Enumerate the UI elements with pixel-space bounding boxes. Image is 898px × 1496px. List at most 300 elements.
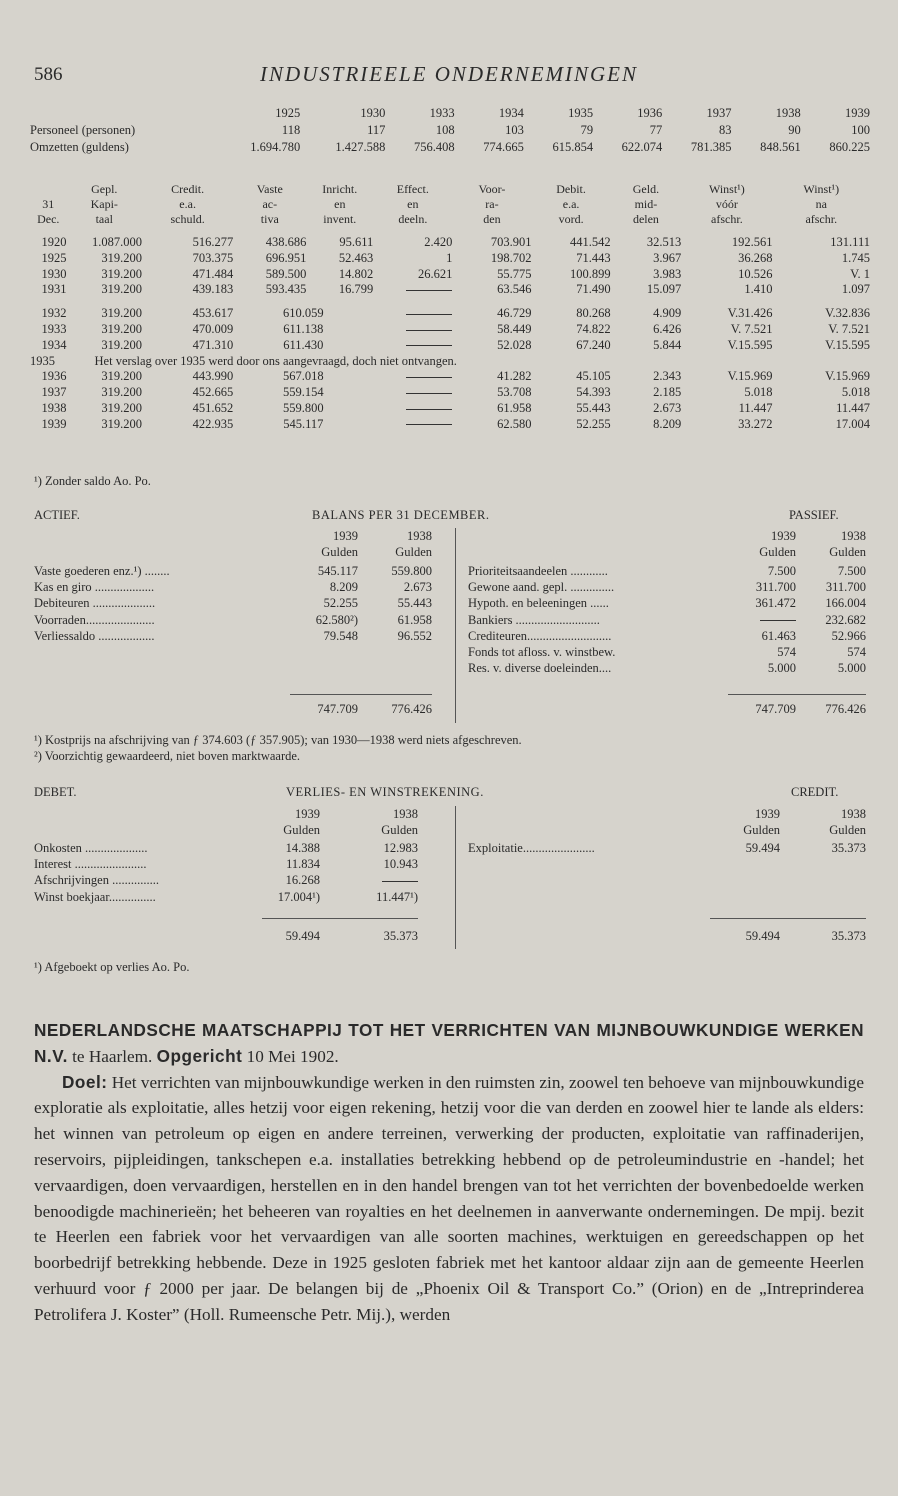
table-row [30,306,870,322]
table-cell: V.32.836 [825,306,870,321]
table-cell: 422.935 [192,416,234,431]
year-header: 1933 [429,106,455,120]
balance-left-title: ACTIEF. [34,508,80,522]
ledger-label: Voorraden...................... [34,612,155,627]
table-cell: 2.343 [653,369,682,384]
results-header-cell: vóór [715,197,738,211]
year-header: 1938 [393,807,418,821]
ledger-row [34,563,432,579]
table-cell: V.15.595 [727,337,773,352]
table-row [30,385,870,401]
table-cell: 33.272 [738,416,773,431]
results-footnote: ¹) Zonder saldo Ao. Po. [34,474,151,488]
table-cell: 451.652 [192,400,234,415]
table-cell [373,385,452,401]
dash-mark [760,620,796,621]
table-cell: 1937 [41,385,67,400]
table-cell: V.15.969 [727,369,773,384]
year-header: 1939 [333,529,358,543]
table-cell: 2.185 [653,385,682,400]
unit-header: Gulden [283,823,320,838]
pnl-credit-total-1939: 59.494 [745,929,780,943]
ledger-row [34,595,432,611]
table-cell: 5.844 [653,337,682,352]
stats-year-row [30,105,870,122]
results-header-cell: deeln. [398,212,428,226]
ledger-value-1939: 361.472 [755,596,796,611]
ledger-value-1938: 55.443 [397,596,432,611]
table-cell: 441.542 [570,235,611,249]
company-name: NEDERLANDSCHE MAATSCHAPPIJ TOT HET VERRICHTEN VAN MIJNBOUWKUNDIGE WERKEN N.V. [34,1020,864,1066]
table-cell: 1.087.000 [91,235,142,249]
pnl-debit-col-1939 [268,806,320,838]
table-cell: 67.240 [576,337,611,352]
ledger-value-1938 [340,872,418,888]
unit-header: Gulden [381,823,418,838]
results-header-cell: vord. [558,212,584,226]
table-cell: 53.708 [497,385,532,400]
results-table [30,182,870,433]
table-cell: 4.909 [653,306,682,321]
results-header-row [30,182,870,197]
table-cell: 1932 [41,306,67,321]
ledger-row [468,612,866,628]
results-header-row [30,212,870,227]
table-row [30,401,870,417]
results-header-cell: en [334,197,346,211]
table-cell: 1.410 [744,282,773,297]
pnl-title: VERLIES- EN WINSTREKENING. [286,785,484,799]
ledger-value-1939: 545.117 [317,564,358,578]
dash-mark [406,314,452,315]
table-cell: 439.183 [192,282,234,297]
table-cell [373,282,452,298]
table-cell: 3.983 [653,266,682,281]
table-cell: 319.200 [101,385,142,400]
ledger-value-1939: 14.388 [285,841,320,855]
year-header: 1938 [775,106,801,120]
balance-assets-col-1938 [362,528,432,560]
year-header: 1935 [568,106,594,120]
company-seat: te Haarlem. [67,1046,157,1066]
results-header-cell: Effect. [396,182,429,196]
table-cell: 2.673 [653,400,682,415]
pnl-credit-total-1938: 35.373 [831,929,866,943]
table-cell: 52.463 [338,250,374,265]
ledger-value-1939 [728,612,796,628]
table-cell: 516.277 [192,235,234,249]
stats-cell: 1.694.780 [250,140,301,154]
balance-footnote-1: ¹) Kostprijs na afschrijving van ƒ 374.603 (ƒ 357.905); van 1930—1938 werd niets afgeschreven. [34,733,522,747]
balance-assets-total-1938: 776.426 [391,702,432,716]
table-cell: 80.268 [576,306,611,321]
year-header: 1938 [841,529,866,543]
results-header-cell: e.a. [562,197,580,211]
results-header-cell: den [483,212,501,226]
year-header: 1937 [706,106,732,120]
table-cell: 438.686 [265,235,307,249]
results-header-cell: Voor- [478,182,506,196]
table-cell: 1935 [30,353,55,368]
results-header-cell [30,182,67,197]
balance-assets-col-1939 [290,528,358,560]
pnl-credit-col-1939 [728,806,780,838]
ledger-value-1938: 166.004 [825,596,866,611]
stats-cell: 108 [435,123,455,137]
table-cell [373,401,452,417]
results-header-row [30,197,870,212]
table-cell: 45.105 [576,369,611,384]
results-header-cell: delen [632,212,659,226]
pnl-footnote: ¹) Afgeboekt op verlies Ao. Po. [34,960,190,974]
table-cell: 3.967 [653,250,682,265]
stats-cell: 118 [281,123,301,137]
results-header-cell: Kapi- [90,197,118,211]
pnl-credit-total-rule [710,918,866,919]
table-cell: 703.375 [192,250,234,265]
table-cell: 1934 [41,337,67,352]
table-cell: 593.435 [265,282,307,297]
table-cell: 131.111 [830,235,870,249]
ledger-label: Bankiers ........................... [468,612,600,627]
table-cell: 71.443 [576,250,611,265]
table-cell: 52.028 [497,337,532,352]
year-header: 1939 [845,106,870,120]
running-head: INDUSTRIEELE ONDERNEMINGEN [259,62,639,86]
balance-liab-total-rule [728,694,866,695]
ledger-row [34,628,432,644]
ledger-value-1938: 35.373 [831,841,866,855]
balance-right-title: PASSIEF. [789,508,839,522]
table-cell: 319.200 [101,337,142,352]
table-cell [373,369,452,385]
results-header-cell: mid- [634,197,658,211]
table-cell: 192.561 [731,235,773,249]
ledger-label: Exploitatie....................... [468,841,595,855]
results-header-cell: ra- [485,197,499,211]
ledger-value-1938: 574 [847,644,866,659]
stats-cell: 79 [580,123,594,137]
results-header-cell: invent. [323,212,357,226]
stats-cell: 756.408 [414,140,455,154]
ledger-value-1938: 96.552 [397,628,432,643]
table-cell [373,338,452,354]
ledger-label: Afschrijvingen ............... [34,873,159,888]
results-header-cell: ac- [262,197,278,211]
ledger-row [34,840,418,856]
balance-liabilities [468,563,866,676]
table-cell: 470.009 [192,321,234,336]
ledger-value-1939: 61.463 [761,628,796,643]
table-cell: V.15.969 [825,369,870,384]
balance-footnote-2: ²) Voorzichtig gewaardeerd, niet boven marktwaarde. [34,749,301,763]
year-header: 1925 [275,106,301,120]
ledger-value-1939: 16.268 [285,873,320,888]
table-row [30,417,870,433]
ledger-label: Verliessaldo .................. [34,628,155,643]
table-cell: 198.702 [490,250,532,265]
goal-text: Het verrichten van mijnbouwkundige werken in den ruimsten zin, zoowel ten behoeve van mijnbouwkundige exploratie als exploitatie, alles hetzij voor eigen rekening, hetzij voor die van derden en zoowel hier te lande als elders: het winnen van petroleum op eigen en andere terreinen, verwerking der producten, exploitatie van raffinaderijen, reservoirs, pijpleidingen, tankschepen e.a. installaties betrekking hebbend op de petroleumindustrie en -handel; het vervaardigen, doen vervaardigen, herstellen en in den handel brengen van tot het verrichten der bovenbedoelde werken benoodigde machinerieën; het beheeren van royalties en het deelnemen in aanverwante ondernemingen. De mpij. bezit te Heerlen een fabriek voor het vervaardigen van alle soorten machines, werktuigen en gereedschappen op het boorbedrijf betrekking hebbende. Deze in 1925 gesloten fabriek met het kantoor aldaar zijn aan de gemeente Heerlen verhuurd voor ƒ 2000 per jaar. De belangen bij de „Phoenix Oil & Transport Co.” (Orion) en de „Intreprinderea Petrolifera J. Koster” (Holl. Rumeensche Petr. Mij.), werden [34,1072,864,1324]
table-row [30,322,870,338]
table-cell: 1931 [41,282,67,297]
ledger-row [34,889,418,905]
table-cell: 16.799 [338,282,374,297]
table-cell: 1925 [41,250,67,265]
unit-header: Gulden [743,823,780,838]
table-row [30,354,870,370]
founded-value: 10 Mei 1902. [242,1046,339,1066]
table-row [30,235,870,251]
table-cell: 17.004 [835,416,870,431]
table-cell-merged: 611.138 [283,321,324,336]
table-cell: 471.310 [192,337,234,352]
goal-label: Doel: [62,1071,108,1092]
table-cell: 6.426 [653,321,682,336]
stats-row-label: Omzetten (guldens) [30,140,129,154]
table-cell: 71.490 [576,282,611,297]
table-cell: V. 7.521 [828,321,870,336]
pnl-debit [34,840,418,905]
stats-cell: 860.225 [829,140,870,154]
table-cell: 319.200 [101,400,142,415]
dash-mark [406,330,452,331]
table-cell [373,306,452,322]
table-cell: 26.621 [418,266,453,281]
ledger-label: Winst boekjaar............... [34,889,156,904]
ledger-row [468,660,866,676]
table-cell: 58.449 [497,321,532,336]
table-cell: 319.200 [101,321,142,336]
stats-cell: 622.074 [621,140,663,154]
ledger-label: Gewone aand. gepl. .............. [468,580,615,595]
pnl-debit-col-1938 [340,806,418,838]
ledger-value-1938: 11.447¹) [376,889,418,904]
stats-cell: 774.665 [483,140,524,154]
table-cell: 46.729 [497,306,532,321]
ledger-value-1939: 5.000 [767,661,796,676]
table-cell: 5.018 [744,385,773,400]
table-row [30,338,870,354]
stats-cell: 77 [649,123,663,137]
table-cell: 63.546 [497,282,532,297]
stats-cell: 615.854 [552,140,594,154]
results-header-cell: Debit. [556,182,586,196]
balance-assets-total-rule [290,694,432,695]
unit-header: Gulden [829,823,866,838]
table-cell: 1.745 [841,250,870,265]
table-cell: 61.958 [497,400,532,415]
table-cell: 95.611 [339,235,374,249]
stats-cell: 90 [788,123,801,137]
table-cell-merged: 567.018 [282,369,324,384]
pnl-right-title: CREDIT. [791,785,839,799]
table-cell: 62.580 [497,416,532,431]
pnl-credit-col-1938 [800,806,866,838]
stats-cell: 1.427.588 [335,140,386,154]
dash-mark [406,290,452,291]
table-cell: 32.513 [646,235,682,249]
table-cell: 74.822 [576,321,611,336]
ledger-value-1938: 232.682 [825,612,866,627]
ledger-value-1938: 5.000 [837,661,866,676]
pnl-left-title: DEBET. [34,785,77,799]
ledger-label: Crediteuren........................... [468,628,612,643]
page-number: 586 [34,64,63,85]
ledger-value-1939: 574 [777,644,796,659]
results-header-cell: schuld. [170,212,205,226]
ledger-row [34,579,432,595]
results-header-cell: e.a. [179,197,196,211]
table-cell: 319.200 [101,306,142,321]
stats-cell: 100 [851,123,870,137]
dash-mark [406,409,452,410]
table-cell: 443.990 [192,369,234,384]
founded-label: Opgericht [156,1045,243,1066]
results-header-cell: Winst¹) [708,182,745,196]
table-cell: 319.200 [101,250,142,265]
ledger-value-1939: 11.834 [286,857,320,872]
table-cell: 471.484 [192,266,234,281]
results-header-cell: en [407,197,419,211]
year-header: 1930 [360,106,386,120]
year-header: 1938 [407,529,432,543]
ledger-value-1938: 559.800 [391,564,432,578]
table-cell: V.15.595 [825,337,870,352]
year-header: 1936 [637,106,663,120]
ledger-row [468,644,866,660]
table-cell: 319.200 [101,266,142,281]
table-cell: 55.775 [497,266,532,281]
results-header-cell: Winst¹) [803,182,840,196]
results-header-cell: Gepl. [91,182,118,196]
pnl-debit-total-1938: 35.373 [383,929,418,943]
table-row [30,369,870,385]
stats-cell: 781.385 [690,140,732,154]
table-cell: 14.802 [338,266,374,281]
table-cell: 8.209 [653,416,682,431]
results-header-cell: afschr. [711,212,743,226]
stats-cell: 103 [505,123,524,137]
table-cell [373,322,452,338]
ledger-row [34,872,418,888]
table-cell: 55.443 [576,400,611,415]
table-cell: 36.268 [738,250,773,265]
ledger-value-1938: 311.700 [825,580,866,595]
table-cell: 1920 [41,235,67,249]
table-cell: 100.899 [570,266,611,281]
stats-row-label: Personeel (personen) [30,123,136,137]
table-cell: 319.200 [101,416,142,431]
results-header-cell: taal [95,212,113,226]
ledger-value-1939: 7.500 [767,564,796,578]
ledger-value-1939: 311.700 [755,580,796,595]
table-cell: 2.420 [424,235,453,249]
table-cell: 41.282 [497,369,532,384]
ledger-label: Interest ....................... [34,857,147,872]
year-header: 1939 [755,807,780,821]
table-cell: 1930 [41,266,67,281]
balance-divider [455,528,456,723]
table-cell: 15.097 [646,282,682,297]
table-cell-merged: 611.430 [283,337,324,352]
ledger-label: Hypoth. en beleeningen ...... [468,596,609,611]
table-cell: 5.018 [841,385,870,400]
balance-title: BALANS PER 31 DECEMBER. [312,508,490,522]
ledger-value-1939: 62.580²) [315,612,358,627]
stats-table [30,105,870,156]
ledger-row [468,840,866,856]
company-description [34,1018,864,1328]
results-header-cell: na [815,197,827,211]
pnl-debit-total-rule [262,918,418,919]
ledger-value-1938: 10.943 [383,857,418,872]
ledger-value-1939: 59.494 [745,841,780,855]
ledger-row [468,595,866,611]
table-cell-merged: 559.154 [282,385,324,400]
ledger-row [468,628,866,644]
results-header-cell: afschr. [805,212,838,226]
stats-row [30,122,870,139]
table-cell: 319.200 [101,369,142,384]
table-cell-merged: 610.059 [282,306,324,321]
table-cell: 452.665 [192,385,234,400]
ledger-value-1938: 2.673 [403,580,432,595]
table-cell: 589.500 [265,266,307,281]
table-cell-merged: 559.800 [282,400,324,415]
results-header-cell: 31 [42,197,55,211]
stats-row [30,139,870,156]
results-header-cell: Dec. [37,212,60,226]
stats-cell: 848.561 [760,140,801,154]
results-header-cell: Credit. [171,182,205,196]
balance-assets [34,563,432,644]
ledger-row [468,563,866,579]
ledger-label: Onkosten .................... [34,841,148,855]
ledger-value-1938: 61.958 [397,612,432,627]
unit-header: Gulden [321,545,358,560]
table-cell-merged: 545.117 [283,416,324,431]
table-cell: 1936 [41,369,67,384]
table-cell: 11.447 [738,400,773,415]
ledger-value-1939: 79.548 [323,628,358,643]
unit-header: Gulden [829,545,866,560]
ledger-row [468,579,866,595]
dash-mark [406,393,452,394]
stats-cell: 117 [367,123,386,137]
results-header-cell: tiva [260,212,279,226]
ledger-label: Kas en giro ................... [34,580,155,595]
ledger-value-1938: 12.983 [383,841,418,855]
year-header: 1938 [841,807,866,821]
table-cell: 319.200 [101,282,142,297]
table-cell: 696.951 [265,250,307,265]
balance-assets-total-1939: 747.709 [317,702,358,716]
pnl-debit-total-1939: 59.494 [285,929,320,943]
year-header: 1939 [295,807,320,821]
table-row [30,251,870,267]
table-cell: 1933 [41,321,67,336]
year-header: 1934 [498,106,524,120]
ledger-row [34,612,432,628]
table-cell: V.31.426 [727,306,773,321]
ledger-label: Prioriteitsaandeelen ............ [468,564,608,578]
table-cell: 11.447 [836,400,870,415]
table-cell: 1 [446,250,453,265]
ledger-value-1938: 7.500 [837,564,866,578]
results-header-cell: Inricht. [322,182,358,196]
ledger-label: Fonds tot afloss. v. winstbew. [468,644,616,659]
table-cell: 52.255 [576,416,611,431]
